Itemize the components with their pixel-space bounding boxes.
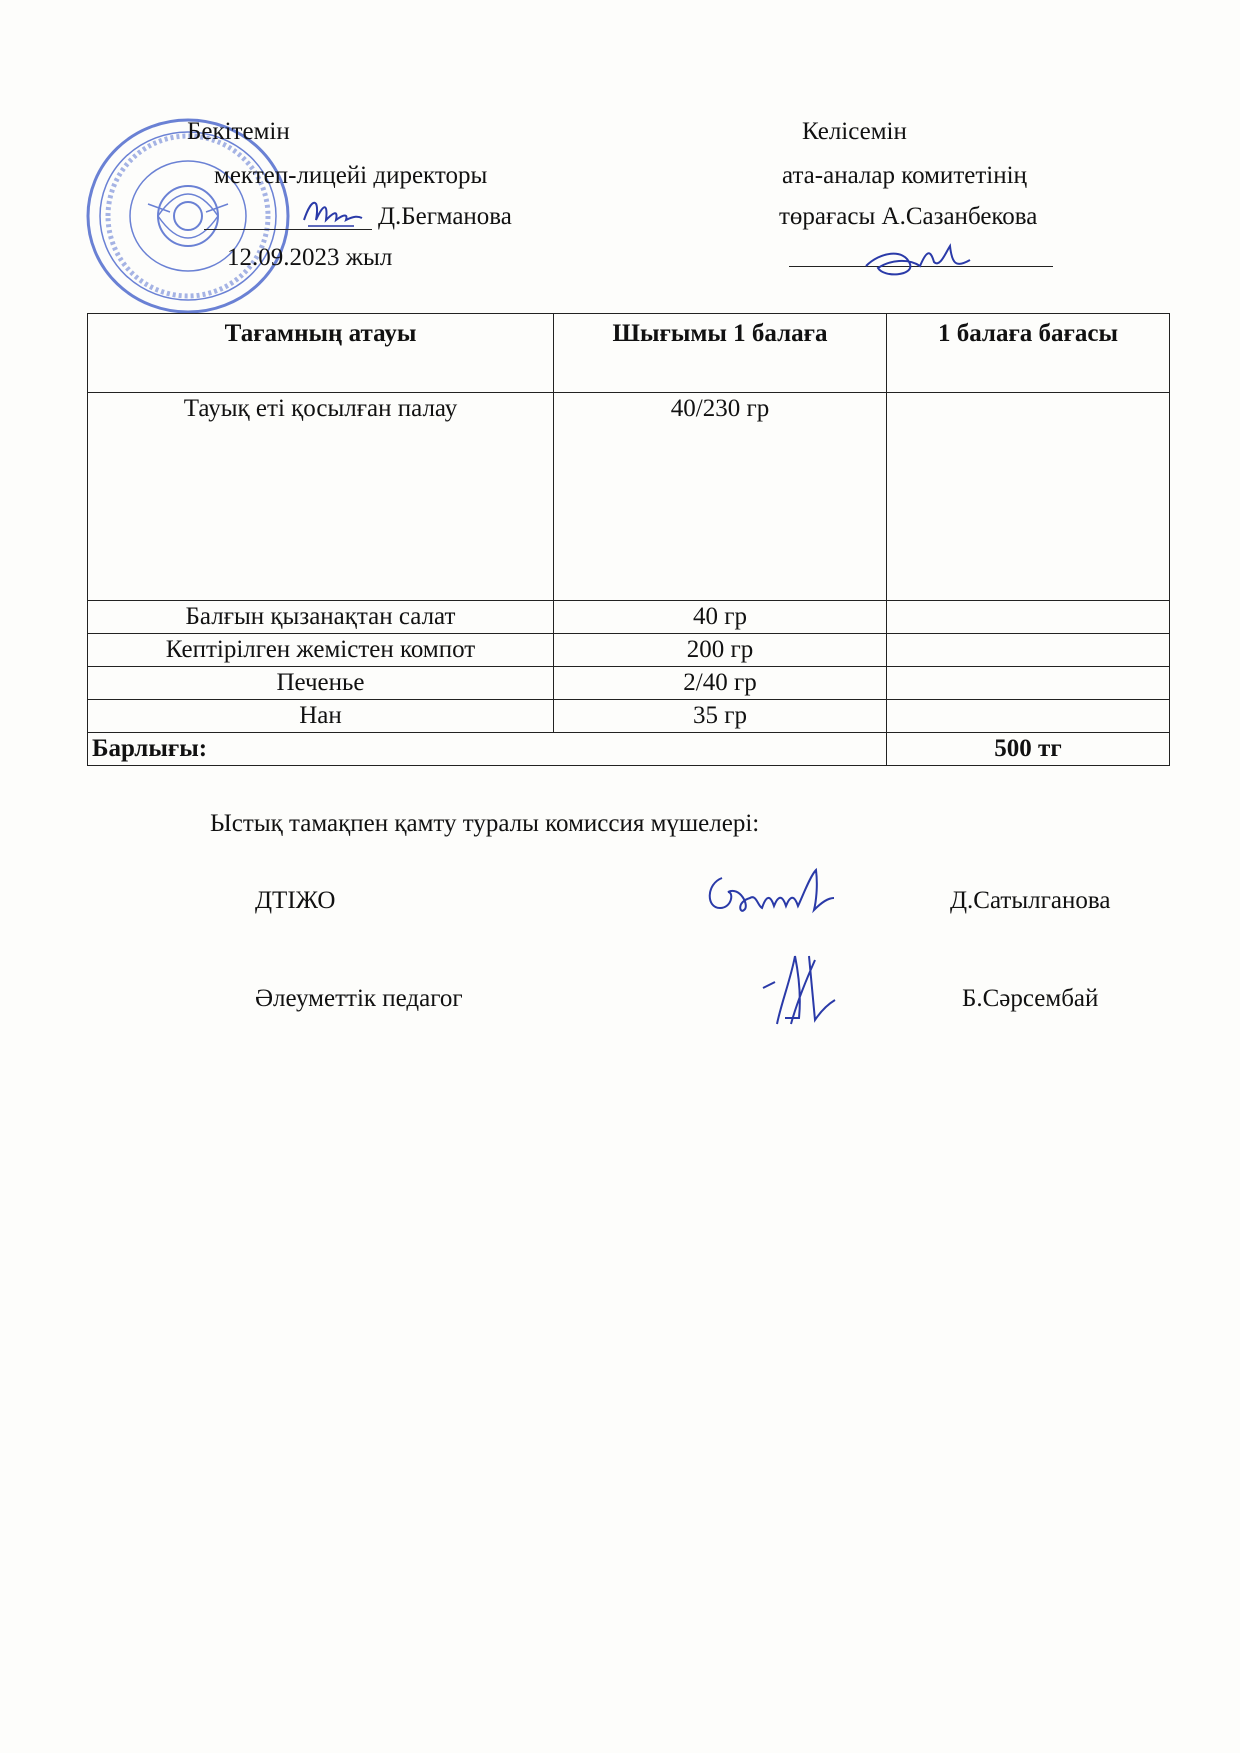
dish-price <box>887 393 1170 601</box>
total-row <box>88 733 1170 766</box>
member-signature <box>700 862 850 922</box>
member-name: Б.Сәрсембай <box>962 985 1099 1012</box>
table-row <box>88 667 1170 700</box>
member-signature <box>755 948 845 1032</box>
approve-title: Бекітемін <box>187 118 290 145</box>
member-role: ДТІЖО <box>255 887 336 914</box>
member-role: Әлеуметтік педагог <box>255 985 463 1012</box>
col-header-yield: Шығымы 1 балаға <box>554 314 887 393</box>
menu-table <box>87 313 1170 766</box>
dish-price <box>887 634 1170 667</box>
table-row <box>88 634 1170 667</box>
dish-yield: 35 гр <box>554 700 887 733</box>
director-position: мектеп-лицейі директоры <box>214 162 488 189</box>
member-name: Д.Сатылганова <box>950 887 1111 914</box>
chair-signature <box>860 238 990 288</box>
director-name: Д.Бегманова <box>378 203 512 230</box>
dish-name: Кептірілген жемістен компот <box>88 634 554 667</box>
director-signature <box>298 190 378 234</box>
dish-price <box>887 700 1170 733</box>
committee-chair: төрағасы А.Сазанбекова <box>779 203 1038 230</box>
dish-price <box>887 601 1170 634</box>
dish-name: Печенье <box>88 667 554 700</box>
approve-date: 12.09.2023 жыл <box>227 244 393 271</box>
table-row <box>88 700 1170 733</box>
col-header-price: 1 балаға бағасы <box>887 314 1170 393</box>
table-row <box>88 393 1170 601</box>
total-value: 500 тг <box>887 733 1170 766</box>
dish-yield: 40 гр <box>554 601 887 634</box>
dish-yield: 200 гр <box>554 634 887 667</box>
commission-title: Ыстық тамақпен қамту туралы комиссия мүшелері: <box>210 810 760 837</box>
dish-yield: 2/40 гр <box>554 667 887 700</box>
total-label: Барлығы: <box>88 733 887 766</box>
col-header-dish: Тағамның атауы <box>88 314 554 393</box>
table-row <box>88 601 1170 634</box>
dish-name: Балғын қызанақтан салат <box>88 601 554 634</box>
dish-price <box>887 667 1170 700</box>
committee-position: ата-аналар комитетінің <box>782 162 1027 189</box>
dish-yield: 40/230 гр <box>554 393 887 601</box>
dish-name: Тауық еті қосылған палау <box>88 393 554 601</box>
agree-title: Келісемін <box>802 118 907 145</box>
dish-name: Нан <box>88 700 554 733</box>
